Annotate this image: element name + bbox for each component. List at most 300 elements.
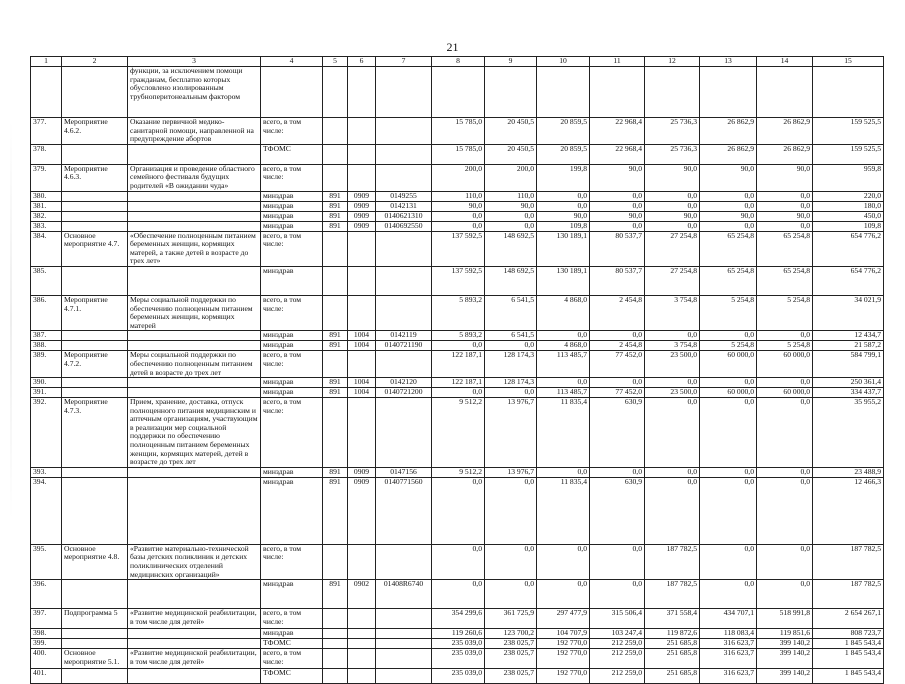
table-cell: 0,0 bbox=[645, 398, 700, 468]
table-cell bbox=[323, 669, 348, 684]
table-cell: 0,0 bbox=[537, 378, 590, 388]
table-cell: 390. bbox=[31, 378, 62, 388]
table-row bbox=[31, 221, 884, 231]
table-row bbox=[31, 67, 884, 118]
table-cell: 0,0 bbox=[757, 191, 813, 201]
table-cell bbox=[323, 351, 348, 378]
table-row bbox=[31, 341, 884, 351]
table-cell: 891 bbox=[323, 221, 348, 231]
table-cell bbox=[323, 118, 348, 145]
table-cell: 400. bbox=[31, 649, 62, 669]
table-cell: 0,0 bbox=[432, 580, 485, 609]
table-cell: 22 968,4 bbox=[590, 118, 645, 145]
table-cell: 1 845 543,4 bbox=[813, 669, 884, 684]
table-cell bbox=[348, 639, 376, 649]
table-cell: ТФОМС bbox=[261, 669, 323, 684]
table-cell: 0,0 bbox=[757, 477, 813, 544]
table-cell: 361 725,9 bbox=[485, 609, 537, 629]
table-cell: 891 bbox=[323, 477, 348, 544]
table-cell bbox=[348, 164, 376, 191]
table-cell: 2 654 267,1 bbox=[813, 609, 884, 629]
table-cell: 0,0 bbox=[757, 378, 813, 388]
table-cell: 399 140,2 bbox=[757, 649, 813, 669]
table-cell: 11 835,4 bbox=[537, 398, 590, 468]
table-cell bbox=[128, 467, 261, 477]
table-cell: 4 868,0 bbox=[537, 341, 590, 351]
table-cell: 630,9 bbox=[590, 398, 645, 468]
table-cell bbox=[348, 629, 376, 639]
table-cell bbox=[537, 67, 590, 118]
table-cell: 0,0 bbox=[700, 580, 757, 609]
table-cell: 0,0 bbox=[432, 341, 485, 351]
table-cell bbox=[348, 266, 376, 295]
table-cell: Основное мероприятие 5.1. bbox=[62, 649, 128, 669]
table-cell: 238 025,7 bbox=[485, 649, 537, 669]
table-cell: 0140721200 bbox=[376, 388, 432, 398]
table-cell: 399 140,2 bbox=[757, 669, 813, 684]
table-cell: 1004 bbox=[348, 331, 376, 341]
table-cell: 0,0 bbox=[537, 331, 590, 341]
table-cell: 5 254,8 bbox=[700, 341, 757, 351]
table-cell: 891 bbox=[323, 467, 348, 477]
table-cell: 0,0 bbox=[485, 580, 537, 609]
table-cell: 0,0 bbox=[590, 191, 645, 201]
column-header: 14 bbox=[757, 57, 813, 67]
table-cell: 397. bbox=[31, 609, 62, 629]
table-cell bbox=[376, 669, 432, 684]
table-cell: всего, в том числе: bbox=[261, 231, 323, 266]
table-cell: 0142131 bbox=[376, 201, 432, 211]
table-row bbox=[31, 629, 884, 639]
table-cell: минздрав bbox=[261, 378, 323, 388]
table-cell: 90,0 bbox=[590, 164, 645, 191]
table-cell: 25 736,3 bbox=[645, 118, 700, 145]
table-cell: 0909 bbox=[348, 211, 376, 221]
table-cell bbox=[348, 544, 376, 579]
table-cell bbox=[376, 351, 432, 378]
table-cell: 0,0 bbox=[485, 388, 537, 398]
table-cell: 399. bbox=[31, 639, 62, 649]
table-cell: 371 558,4 bbox=[645, 609, 700, 629]
table-cell: 192 770,0 bbox=[537, 649, 590, 669]
table-row bbox=[31, 544, 884, 579]
table-cell: 90,0 bbox=[645, 211, 700, 221]
table-cell: Оказание первичной медико-санитарной помощи, направленной на предупреждение абортов bbox=[128, 118, 261, 145]
table-row bbox=[31, 639, 884, 649]
table-cell: 891 bbox=[323, 191, 348, 201]
table-cell bbox=[348, 231, 376, 266]
table-cell: 90,0 bbox=[590, 211, 645, 221]
table-cell bbox=[485, 67, 537, 118]
column-header: 2 bbox=[62, 57, 128, 67]
column-header: 15 bbox=[813, 57, 884, 67]
table-cell: 235 039,0 bbox=[432, 639, 485, 649]
table-cell: 251 685,8 bbox=[645, 639, 700, 649]
table-cell: 26 862,9 bbox=[700, 118, 757, 145]
table-cell: 386. bbox=[31, 295, 62, 330]
table-cell: 60 000,0 bbox=[700, 388, 757, 398]
table-cell: Мероприятие 4.7.3. bbox=[62, 398, 128, 468]
table-cell: 119 851,6 bbox=[757, 629, 813, 639]
table-cell: 0909 bbox=[348, 477, 376, 544]
table-cell: 159 525,5 bbox=[813, 118, 884, 145]
table-cell bbox=[128, 669, 261, 684]
table-cell bbox=[128, 580, 261, 609]
table-cell: 192 770,0 bbox=[537, 639, 590, 649]
table-cell: 123 700,2 bbox=[485, 629, 537, 639]
table-cell: 20 450,5 bbox=[485, 118, 537, 145]
table-cell: всего, в том числе: bbox=[261, 398, 323, 468]
table-cell: 381. bbox=[31, 201, 62, 211]
table-cell: 80 537,7 bbox=[590, 231, 645, 266]
table-cell: 891 bbox=[323, 388, 348, 398]
table-cell: 354 299,6 bbox=[432, 609, 485, 629]
table-cell bbox=[323, 639, 348, 649]
table-cell: 159 525,5 bbox=[813, 144, 884, 164]
table-cell: 6 541,5 bbox=[485, 295, 537, 330]
table-row bbox=[31, 201, 884, 211]
table-cell: 235 039,0 bbox=[432, 649, 485, 669]
table-cell: всего, в том числе: bbox=[261, 164, 323, 191]
table-cell bbox=[645, 67, 700, 118]
table-cell: 20 450,5 bbox=[485, 144, 537, 164]
table-cell bbox=[62, 331, 128, 341]
table-body bbox=[31, 67, 884, 684]
table-cell: 251 685,8 bbox=[645, 669, 700, 684]
table-cell: 0,0 bbox=[757, 201, 813, 211]
table-cell: 27 254,8 bbox=[645, 231, 700, 266]
table-cell: 0,0 bbox=[537, 201, 590, 211]
table-cell bbox=[432, 67, 485, 118]
table-cell: 0,0 bbox=[757, 580, 813, 609]
table-cell: 23 500,0 bbox=[645, 351, 700, 378]
table-cell: 959,8 bbox=[813, 164, 884, 191]
table-cell: 110,0 bbox=[485, 191, 537, 201]
table-row bbox=[31, 609, 884, 629]
table-cell: 0,0 bbox=[700, 191, 757, 201]
table-cell: 1004 bbox=[348, 341, 376, 351]
table-cell: 0,0 bbox=[537, 467, 590, 477]
table-cell: минздрав bbox=[261, 331, 323, 341]
table-row bbox=[31, 398, 884, 468]
table-cell: 251 685,8 bbox=[645, 649, 700, 669]
table-row bbox=[31, 467, 884, 477]
table-cell: 65 254,8 bbox=[700, 266, 757, 295]
table-cell: 891 bbox=[323, 580, 348, 609]
table-cell: 90,0 bbox=[700, 211, 757, 221]
table-cell bbox=[128, 341, 261, 351]
table-cell bbox=[62, 266, 128, 295]
table-cell: 0,0 bbox=[432, 477, 485, 544]
table-cell bbox=[62, 388, 128, 398]
table-cell: 0,0 bbox=[485, 341, 537, 351]
table-cell: ТФОМС bbox=[261, 144, 323, 164]
table-cell bbox=[348, 144, 376, 164]
column-header: 1 bbox=[31, 57, 62, 67]
table-cell bbox=[348, 398, 376, 468]
table-cell: 1004 bbox=[348, 378, 376, 388]
table-cell: 212 259,0 bbox=[590, 639, 645, 649]
table-cell: 0140621310 bbox=[376, 211, 432, 221]
table-cell: 392. bbox=[31, 398, 62, 468]
table-cell bbox=[62, 477, 128, 544]
table-cell bbox=[261, 67, 323, 118]
table-cell bbox=[376, 639, 432, 649]
table-cell: 148 692,5 bbox=[485, 266, 537, 295]
table-cell: 110,0 bbox=[432, 191, 485, 201]
table-cell: 90,0 bbox=[645, 164, 700, 191]
column-header: 3 bbox=[128, 57, 261, 67]
table-cell: минздрав bbox=[261, 191, 323, 201]
table-cell: 90,0 bbox=[432, 201, 485, 211]
table-cell: 654 776,2 bbox=[813, 266, 884, 295]
table-cell bbox=[376, 609, 432, 629]
table-cell bbox=[128, 191, 261, 201]
table-cell bbox=[348, 351, 376, 378]
table-cell: 26 862,9 bbox=[757, 144, 813, 164]
table-cell bbox=[128, 629, 261, 639]
table-cell: 0,0 bbox=[590, 331, 645, 341]
table-cell bbox=[348, 67, 376, 118]
table-cell: Прием, хранение, доставка, отпуск полноценного питания медицинским и аптечным организациям, участвующим в реализации мер социальной поддержки по обеспечению полноценным питанием беременных женщин, кормящих матерей, детей в возрасте до трех лет bbox=[128, 398, 261, 468]
table-cell bbox=[376, 164, 432, 191]
table-cell: 238 025,7 bbox=[485, 639, 537, 649]
table-row bbox=[31, 580, 884, 609]
table-cell: 891 bbox=[323, 341, 348, 351]
table-cell: 187 782,5 bbox=[813, 544, 884, 579]
table-cell bbox=[128, 211, 261, 221]
table-cell: Меры социальной поддержки по обеспечению полноценным питанием беременных женщин, кормящих матерей bbox=[128, 295, 261, 330]
table-cell: 3 754,8 bbox=[645, 295, 700, 330]
table-cell: 192 770,0 bbox=[537, 669, 590, 684]
table-cell: 316 623,7 bbox=[700, 649, 757, 669]
table-cell: 399 140,2 bbox=[757, 639, 813, 649]
table-cell: 334 437,7 bbox=[813, 388, 884, 398]
table-cell: 0149255 bbox=[376, 191, 432, 201]
table-cell: минздрав bbox=[261, 341, 323, 351]
table-cell: 378. bbox=[31, 144, 62, 164]
table-cell: 0,0 bbox=[537, 191, 590, 201]
table-cell: 200,0 bbox=[485, 164, 537, 191]
table-cell: всего, в том числе: bbox=[261, 609, 323, 629]
table-cell: Мероприятие 4.7.1. bbox=[62, 295, 128, 330]
table-cell: 104 707,9 bbox=[537, 629, 590, 639]
table-cell: 891 bbox=[323, 378, 348, 388]
table-cell bbox=[323, 144, 348, 164]
column-header: 12 bbox=[645, 57, 700, 67]
table-cell bbox=[376, 144, 432, 164]
table-cell: 80 537,7 bbox=[590, 266, 645, 295]
table-cell bbox=[128, 221, 261, 231]
table-cell: 434 707,1 bbox=[700, 609, 757, 629]
table-cell bbox=[376, 295, 432, 330]
table-cell bbox=[62, 378, 128, 388]
table-row bbox=[31, 231, 884, 266]
table-cell: 0,0 bbox=[700, 398, 757, 468]
table-cell: 6 541,5 bbox=[485, 331, 537, 341]
table-cell: 891 bbox=[323, 201, 348, 211]
table-cell: 103 247,4 bbox=[590, 629, 645, 639]
table-cell bbox=[128, 144, 261, 164]
table-cell: 5 254,8 bbox=[700, 295, 757, 330]
table-cell bbox=[128, 477, 261, 544]
table-cell bbox=[31, 67, 62, 118]
table-cell: 0140692550 bbox=[376, 221, 432, 231]
table-row bbox=[31, 388, 884, 398]
table-cell: 187 782,5 bbox=[645, 544, 700, 579]
table-cell: 12 466,3 bbox=[813, 477, 884, 544]
table-cell bbox=[128, 331, 261, 341]
scan-margin-shadow bbox=[10, 120, 12, 520]
table-cell: 315 506,4 bbox=[590, 609, 645, 629]
table-cell: Меры социальной поддержки по обеспечению полноценным питанием детей в возрасте до трех лет bbox=[128, 351, 261, 378]
table-cell bbox=[128, 266, 261, 295]
table-cell: всего, в том числе: bbox=[261, 351, 323, 378]
table-cell: 382. bbox=[31, 211, 62, 221]
table-cell: 389. bbox=[31, 351, 62, 378]
table-cell bbox=[62, 67, 128, 118]
table-cell: 0,0 bbox=[700, 378, 757, 388]
table-row bbox=[31, 211, 884, 221]
table-cell bbox=[128, 388, 261, 398]
table-cell: 0,0 bbox=[537, 544, 590, 579]
table-cell: 26 862,9 bbox=[700, 144, 757, 164]
table-cell: 15 785,0 bbox=[432, 144, 485, 164]
table-cell: 0909 bbox=[348, 191, 376, 201]
table-cell: 199,8 bbox=[537, 164, 590, 191]
table-cell: 0,0 bbox=[700, 477, 757, 544]
table-cell: 0,0 bbox=[700, 221, 757, 231]
table-cell: 22 968,4 bbox=[590, 144, 645, 164]
table-cell: 584 799,1 bbox=[813, 351, 884, 378]
table-cell bbox=[128, 201, 261, 211]
table-cell: «Развитие материально-технической базы детских поликлиник и детских поликлинических отделений медицинских организаций» bbox=[128, 544, 261, 579]
table-cell: 808 723,7 bbox=[813, 629, 884, 639]
table-cell: 398. bbox=[31, 629, 62, 639]
table-cell: 0,0 bbox=[757, 221, 813, 231]
table-cell bbox=[62, 341, 128, 351]
table-cell: Организация и проведение областного семейного фестиваля будущих родителей «В ожидании чуда» bbox=[128, 164, 261, 191]
table-cell: 401. bbox=[31, 669, 62, 684]
table-cell bbox=[590, 67, 645, 118]
table-cell: 387. bbox=[31, 331, 62, 341]
table-cell: минздрав bbox=[261, 388, 323, 398]
table-cell: 137 592,5 bbox=[432, 266, 485, 295]
table-row bbox=[31, 331, 884, 341]
table-cell: 393. bbox=[31, 467, 62, 477]
table-cell: 122 187,1 bbox=[432, 378, 485, 388]
table-cell bbox=[376, 67, 432, 118]
table-cell: 0,0 bbox=[645, 477, 700, 544]
table-cell: 01408R6740 bbox=[376, 580, 432, 609]
table-cell: 630,9 bbox=[590, 477, 645, 544]
table-cell: 0,0 bbox=[645, 467, 700, 477]
table-cell: 5 254,8 bbox=[757, 341, 813, 351]
table-cell: 0,0 bbox=[757, 331, 813, 341]
table-cell: 9 512,2 bbox=[432, 398, 485, 468]
table-cell: 0909 bbox=[348, 467, 376, 477]
table-cell bbox=[128, 378, 261, 388]
table-row bbox=[31, 191, 884, 201]
table-cell: 0,0 bbox=[645, 191, 700, 201]
table-cell bbox=[348, 669, 376, 684]
table-cell: 122 187,1 bbox=[432, 351, 485, 378]
table-cell: 1 845 543,4 bbox=[813, 639, 884, 649]
table-cell: 316 623,7 bbox=[700, 639, 757, 649]
table-cell: Основное мероприятие 4.7. bbox=[62, 231, 128, 266]
table-cell bbox=[323, 164, 348, 191]
table-cell bbox=[376, 649, 432, 669]
table-cell bbox=[348, 609, 376, 629]
table-cell: 130 189,1 bbox=[537, 231, 590, 266]
table-cell: 0,0 bbox=[590, 467, 645, 477]
table-cell: Мероприятие 4.6.2. bbox=[62, 118, 128, 145]
header-row bbox=[31, 57, 884, 67]
table-cell bbox=[62, 191, 128, 201]
column-header: 13 bbox=[700, 57, 757, 67]
table-cell: 0,0 bbox=[485, 544, 537, 579]
table-cell: 212 259,0 bbox=[590, 649, 645, 669]
table-cell: 377. bbox=[31, 118, 62, 145]
table-cell: 0909 bbox=[348, 221, 376, 231]
table-cell: 60 000,0 bbox=[757, 388, 813, 398]
table-cell: 35 955,2 bbox=[813, 398, 884, 468]
table-cell bbox=[62, 201, 128, 211]
table-cell: минздрав bbox=[261, 211, 323, 221]
table-cell: 5 254,8 bbox=[757, 295, 813, 330]
table-cell bbox=[62, 211, 128, 221]
table-cell: 297 477,9 bbox=[537, 609, 590, 629]
table-cell: 65 254,8 bbox=[757, 266, 813, 295]
table-cell: всего, в том числе: bbox=[261, 295, 323, 330]
table-cell bbox=[376, 118, 432, 145]
table-cell: всего, в том числе: bbox=[261, 649, 323, 669]
table-cell: 119 260,6 bbox=[432, 629, 485, 639]
table-cell: всего, в том числе: bbox=[261, 544, 323, 579]
table-cell: 0,0 bbox=[645, 201, 700, 211]
column-header: 4 bbox=[261, 57, 323, 67]
table-row bbox=[31, 649, 884, 669]
table-cell: 2 454,8 bbox=[590, 341, 645, 351]
table-row bbox=[31, 144, 884, 164]
table-cell bbox=[700, 67, 757, 118]
table-cell: 5 893,2 bbox=[432, 295, 485, 330]
table-cell: 0,0 bbox=[485, 477, 537, 544]
table-cell: 0,0 bbox=[432, 211, 485, 221]
table-cell bbox=[757, 67, 813, 118]
table-cell: 391. bbox=[31, 388, 62, 398]
table-cell: 128 174,3 bbox=[485, 351, 537, 378]
table-cell: 187 782,5 bbox=[813, 580, 884, 609]
table-cell: 77 452,0 bbox=[590, 388, 645, 398]
table-cell bbox=[376, 398, 432, 468]
table-row bbox=[31, 164, 884, 191]
page-number: 21 bbox=[446, 40, 459, 54]
table-cell bbox=[323, 266, 348, 295]
table-cell bbox=[323, 609, 348, 629]
table-cell: 0,0 bbox=[757, 467, 813, 477]
table-row bbox=[31, 266, 884, 295]
table-cell: 316 623,7 bbox=[700, 669, 757, 684]
table-cell: 0,0 bbox=[432, 544, 485, 579]
table-cell: 180,0 bbox=[813, 201, 884, 211]
table-cell: 238 025,7 bbox=[485, 669, 537, 684]
table-cell bbox=[62, 639, 128, 649]
table-cell: функции, за исключением помощи гражданам, бесплатно которых обусловлено изолированным трубноперитонеальным фактором bbox=[128, 67, 261, 118]
column-header: 8 bbox=[432, 57, 485, 67]
table-cell: «Развитие медицинской реабилитации, в том числе для детей» bbox=[128, 649, 261, 669]
budget-table bbox=[30, 56, 884, 684]
